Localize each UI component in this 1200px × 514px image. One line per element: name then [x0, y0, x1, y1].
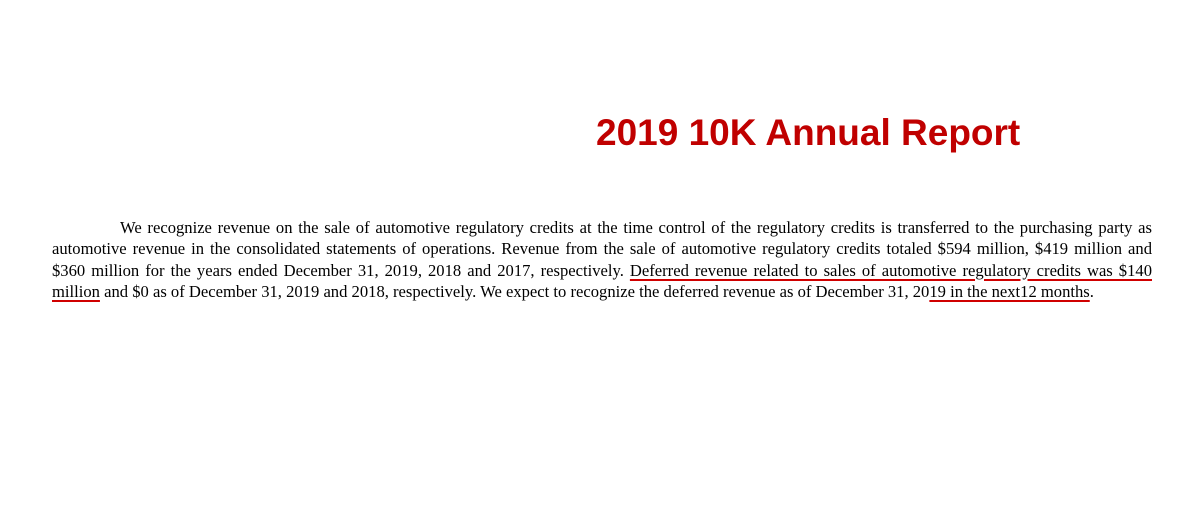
- deferred-revenue-highlight: Deferred revenue related to sales of automotive regulatory credits was $140: [629, 260, 1152, 280]
- revenue-paragraph: [52, 217, 1152, 302]
- report-title: 2019 10K Annual Report: [596, 112, 1021, 153]
- paragraph-line-3: [52, 260, 1152, 281]
- paragraph-line-1: We recognize revenue on the sale of automotive regulatory credits at the time control of the regulatory credits is transferred to the purchasing party as: [120, 218, 1152, 237]
- deferred-revenue-dates-text: and $0 as of December 31, 2019 and 2018, respectively. We expect to recognize the deferred revenue as of December 31, 20: [99, 281, 930, 301]
- revenue-totals-text: $360 million for the years ended December 31, 2019, 2018 and 2017, respectively.: [52, 260, 630, 280]
- sentence-end-period: .: [1089, 281, 1094, 301]
- paragraph-line-4: [52, 281, 1152, 302]
- recognition-period-highlight: 19 in the next12 months: [929, 281, 1090, 301]
- paragraph-line-2: automotive revenue in the consolidated statements of operations. Revenue from the sale of automotive regulatory credits totaled $594 million, $419 million and: [52, 239, 1152, 259]
- deferred-revenue-highlight-continued: million: [52, 281, 100, 301]
